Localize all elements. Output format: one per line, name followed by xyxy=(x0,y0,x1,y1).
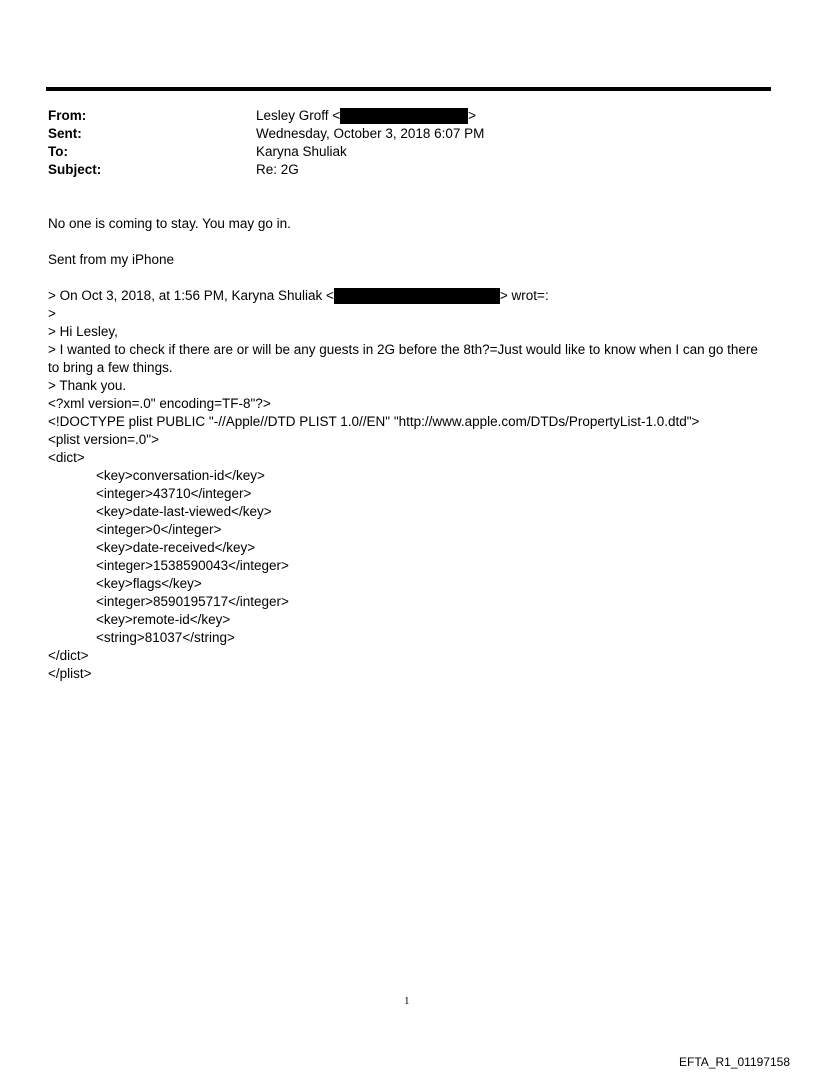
from-name: Lesley Groff < xyxy=(256,108,341,123)
sent-value: Wednesday, October 3, 2018 6:07 PM xyxy=(256,126,485,141)
page-number: 1 xyxy=(404,995,410,1007)
quote-intro xyxy=(48,287,549,305)
dict-item: <integer>43710</integer> xyxy=(96,486,252,501)
quote-intro-tail: > wrot=: xyxy=(499,288,549,303)
dict-item: <key>remote-id</key> xyxy=(96,612,231,627)
from-value xyxy=(256,107,476,125)
xml-declaration: <?xml version=.0" encoding=TF-8"?> xyxy=(48,396,271,411)
dict-item: <key>conversation-id</key> xyxy=(96,468,265,483)
dict-item: <integer>1538590043</integer> xyxy=(96,558,289,573)
to-value: Karyna Shuliak xyxy=(256,144,347,159)
dict-item: <key>flags</key> xyxy=(96,576,202,591)
bates-number: EFTA_R1_01197158 xyxy=(679,1055,790,1069)
doctype-line: <!DOCTYPE plist PUBLIC "-//Apple//DTD PLIST 1.0//EN" "http://www.apple.com/DTDs/PropertyList-1.0.dtd"> xyxy=(48,414,700,429)
subject-value: Re: 2G xyxy=(256,162,299,177)
dict-item: <string>81037</string> xyxy=(96,630,235,645)
dict-item: <key>date-last-viewed</key> xyxy=(96,504,272,519)
dict-open: <dict> xyxy=(48,450,85,465)
quote-line: > I wanted to check if there are or will be any guests in 2G before the 8th?=Just would like to know when I can go there xyxy=(48,342,758,357)
quote-intro-text: > On Oct 3, 2018, at 1:56 PM, Karyna Shuliak < xyxy=(48,288,334,303)
quote-blank: > xyxy=(48,306,56,321)
redaction-block xyxy=(334,288,500,304)
signature-line: Sent from my iPhone xyxy=(48,252,175,267)
quote-greeting: > Hi Lesley, xyxy=(48,324,118,339)
to-label: To: xyxy=(48,144,68,159)
dict-close: </dict> xyxy=(48,648,89,663)
dict-item: <key>date-received</key> xyxy=(96,540,256,555)
sent-label: Sent: xyxy=(48,126,82,141)
from-close: > xyxy=(468,108,477,123)
dict-item: <integer>8590195717</integer> xyxy=(96,594,289,609)
plist-close: </plist> xyxy=(48,666,92,681)
header-rule xyxy=(46,87,771,91)
plist-open: <plist version=.0"> xyxy=(48,432,159,447)
dict-item: <integer>0</integer> xyxy=(96,522,222,537)
quote-thanks: > Thank you. xyxy=(48,378,127,393)
quote-line-cont: to bring a few things. xyxy=(48,360,173,375)
redaction-block xyxy=(340,108,468,124)
from-label: From: xyxy=(48,108,87,123)
body-line: No one is coming to stay. You may go in. xyxy=(48,216,291,231)
subject-label: Subject: xyxy=(48,162,102,177)
